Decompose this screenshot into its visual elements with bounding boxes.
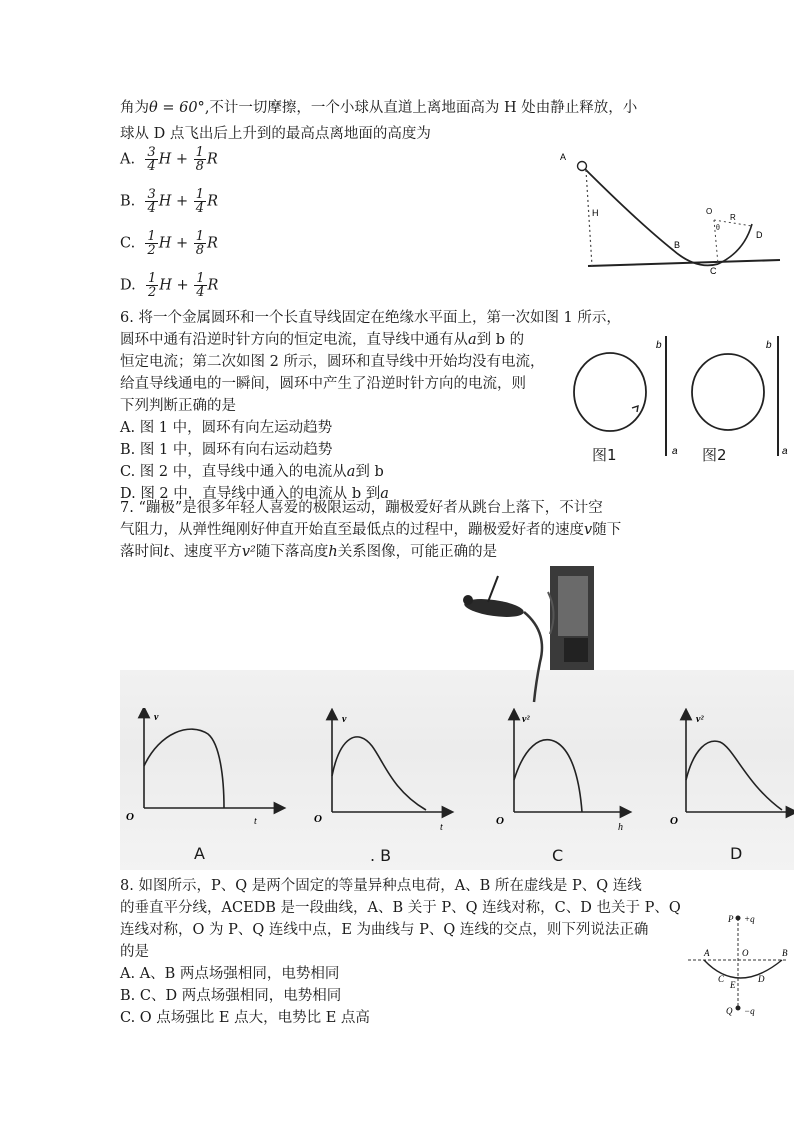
incline-track bbox=[582, 166, 718, 265]
q5-line2: 球从 D 点飞出后上升到的最高点离地面的高度为 bbox=[120, 126, 431, 142]
q6-option-b[interactable]: B. 图 1 中，圆环有向右运动趋势 bbox=[120, 442, 333, 458]
label-b: B bbox=[674, 240, 681, 250]
graph-d bbox=[670, 714, 792, 827]
svg-text:t: t bbox=[440, 822, 443, 833]
curve-d bbox=[686, 741, 782, 810]
svg-text:O: O bbox=[742, 948, 749, 958]
svg-text:+q: +q bbox=[744, 914, 755, 924]
svg-text:D: D bbox=[758, 974, 765, 984]
svg-text:v²: v² bbox=[696, 714, 704, 725]
q8-option-a[interactable]: A. A、B 两点场强相同，电势相同 bbox=[120, 966, 340, 982]
q5-option-c[interactable]: C. $\frac{1}{2}$ H + $\frac{1}{8}$ R bbox=[120, 229, 218, 258]
q7-graphs bbox=[120, 708, 794, 840]
graph-label-d[interactable]: D bbox=[730, 844, 743, 863]
q5-option-d[interactable]: D. $\frac{1}{2}$ H + $\frac{1}{4}$ R bbox=[120, 271, 219, 300]
graph-label-a[interactable]: A bbox=[194, 844, 205, 863]
q7-line2: 气阻力，从弹性绳刚好伸直开始直至最低点的过程中，蹦极爱好者的速度v随下 bbox=[120, 522, 622, 538]
svg-text:O: O bbox=[126, 811, 134, 823]
label-a: A bbox=[560, 152, 567, 162]
q8-option-c[interactable]: C. O 点场强比 E 点大，电势比 E 点高 bbox=[120, 1010, 370, 1026]
ground-line bbox=[588, 260, 780, 266]
svg-text:O: O bbox=[314, 813, 322, 825]
svg-text:Q: Q bbox=[726, 1006, 733, 1016]
figure-1 bbox=[574, 336, 678, 457]
q8-line3: 连线对称，O 为 P、Q 连线中点，E 为曲线与 P、Q 连线的交点，则下列说法正确 bbox=[120, 922, 649, 938]
label-d: D bbox=[756, 230, 763, 240]
charge-p bbox=[736, 916, 741, 921]
svg-text:A: A bbox=[704, 948, 710, 958]
ring-2 bbox=[692, 354, 764, 430]
label-c: C bbox=[710, 266, 717, 276]
graph-a bbox=[126, 712, 280, 827]
q8-line1: 8. 如图所示，P、Q 是两个固定的等量异种点电荷，A、B 所在虚线是 P、Q 连线 bbox=[120, 878, 642, 894]
fig1-caption: 图1 bbox=[592, 446, 617, 464]
q5-track-figure bbox=[548, 142, 788, 278]
q5-option-a[interactable]: A. $\frac{3}{4}$ H + $\frac{1}{8}$ R bbox=[120, 145, 218, 174]
svg-text:−q: −q bbox=[744, 1006, 755, 1016]
svg-text:a: a bbox=[782, 446, 788, 457]
label-o: O bbox=[706, 207, 713, 216]
curve-c bbox=[514, 740, 582, 812]
svg-text:O: O bbox=[670, 815, 678, 827]
bungee-cord bbox=[524, 612, 542, 702]
q5-theta: θ = 60° bbox=[149, 100, 205, 116]
q8-option-b[interactable]: B. C、D 两点场强相同，电势相同 bbox=[120, 988, 342, 1004]
q5-option-b[interactable]: B. $\frac{3}{4}$ H + $\frac{1}{4}$ R bbox=[120, 187, 218, 216]
q8-charge-figure bbox=[684, 908, 792, 1018]
counterclockwise-arrow-icon bbox=[632, 406, 638, 412]
q6-line2: 圆环中通有沿逆时针方向的恒定电流，直导线中通有从a到 b 的 bbox=[120, 332, 525, 348]
svg-text:v: v bbox=[154, 712, 159, 723]
q6-line5: 下列判断正确的是 bbox=[120, 398, 236, 414]
svg-text:v: v bbox=[342, 714, 347, 725]
q7-line3: 落时间t、速度平方v²随下落高度h关系图像，可能正确的是 bbox=[120, 544, 498, 560]
curve-b bbox=[332, 737, 426, 810]
svg-text:P: P bbox=[728, 914, 734, 924]
label-h: H bbox=[592, 208, 599, 218]
q6-option-d[interactable]: D. 图 2 中，直导线中通入的电流从 b 到a bbox=[120, 486, 389, 502]
figure-2 bbox=[692, 336, 788, 457]
q8-line2: 的垂直平分线，ACEDB 是一段曲线，A、B 关于 P、Q 连线对称，C、D 也关于 P、Q bbox=[120, 900, 681, 916]
svg-text:h: h bbox=[618, 822, 623, 833]
svg-text:a: a bbox=[672, 446, 678, 457]
bungee-photo bbox=[458, 562, 598, 710]
label-r: R bbox=[730, 213, 736, 222]
curve-acedb bbox=[704, 960, 782, 978]
label-theta: θ bbox=[716, 223, 720, 232]
q6-option-a[interactable]: A. 图 1 中，圆环有向左运动趋势 bbox=[120, 420, 333, 436]
svg-text:E: E bbox=[730, 980, 736, 990]
graph-label-c[interactable]: C bbox=[552, 846, 564, 865]
svg-text:B: B bbox=[782, 948, 788, 958]
charge-q bbox=[736, 1006, 741, 1011]
svg-text:b: b bbox=[766, 340, 772, 351]
svg-text:v²: v² bbox=[522, 714, 530, 725]
svg-text:b: b bbox=[656, 340, 662, 351]
ring-1 bbox=[574, 353, 646, 431]
q6-line3: 恒定电流；第二次如图 2 所示，圆环和直导线中开始均没有电流， bbox=[120, 354, 545, 370]
fig2-caption: 图2 bbox=[702, 446, 727, 464]
q8-line4: 的是 bbox=[120, 944, 149, 960]
ball bbox=[578, 162, 587, 171]
graph-b bbox=[314, 714, 448, 833]
q5-line1: 角为θ = 60°,不计一切摩擦，一个小球从直道上离地面高为 H 处由静止释放，小 bbox=[120, 100, 638, 116]
svg-text:t: t bbox=[254, 816, 257, 827]
circular-track bbox=[718, 224, 752, 264]
q6-option-c[interactable]: C. 图 2 中，直导线中通入的电流从a到 b bbox=[120, 464, 384, 480]
svg-text:O: O bbox=[496, 815, 504, 827]
graph-c bbox=[496, 714, 626, 833]
q6-line1: 6. 将一个金属圆环和一个长直导线固定在绝缘水平面上，第一次如图 1 所示， bbox=[120, 310, 621, 326]
height-line bbox=[586, 170, 592, 266]
graph-label-b[interactable]: . B bbox=[370, 846, 392, 865]
q6-line4: 给直导线通电的一瞬间，圆环中产生了沿逆时针方向的电流，则 bbox=[120, 376, 526, 392]
q7-line1: 7. “蹦极”是很多年轻人喜爱的极限运动，蹦极爱好者从跳台上落下，不计空 bbox=[120, 500, 603, 516]
curve-a bbox=[144, 729, 224, 808]
svg-text:C: C bbox=[718, 974, 725, 984]
